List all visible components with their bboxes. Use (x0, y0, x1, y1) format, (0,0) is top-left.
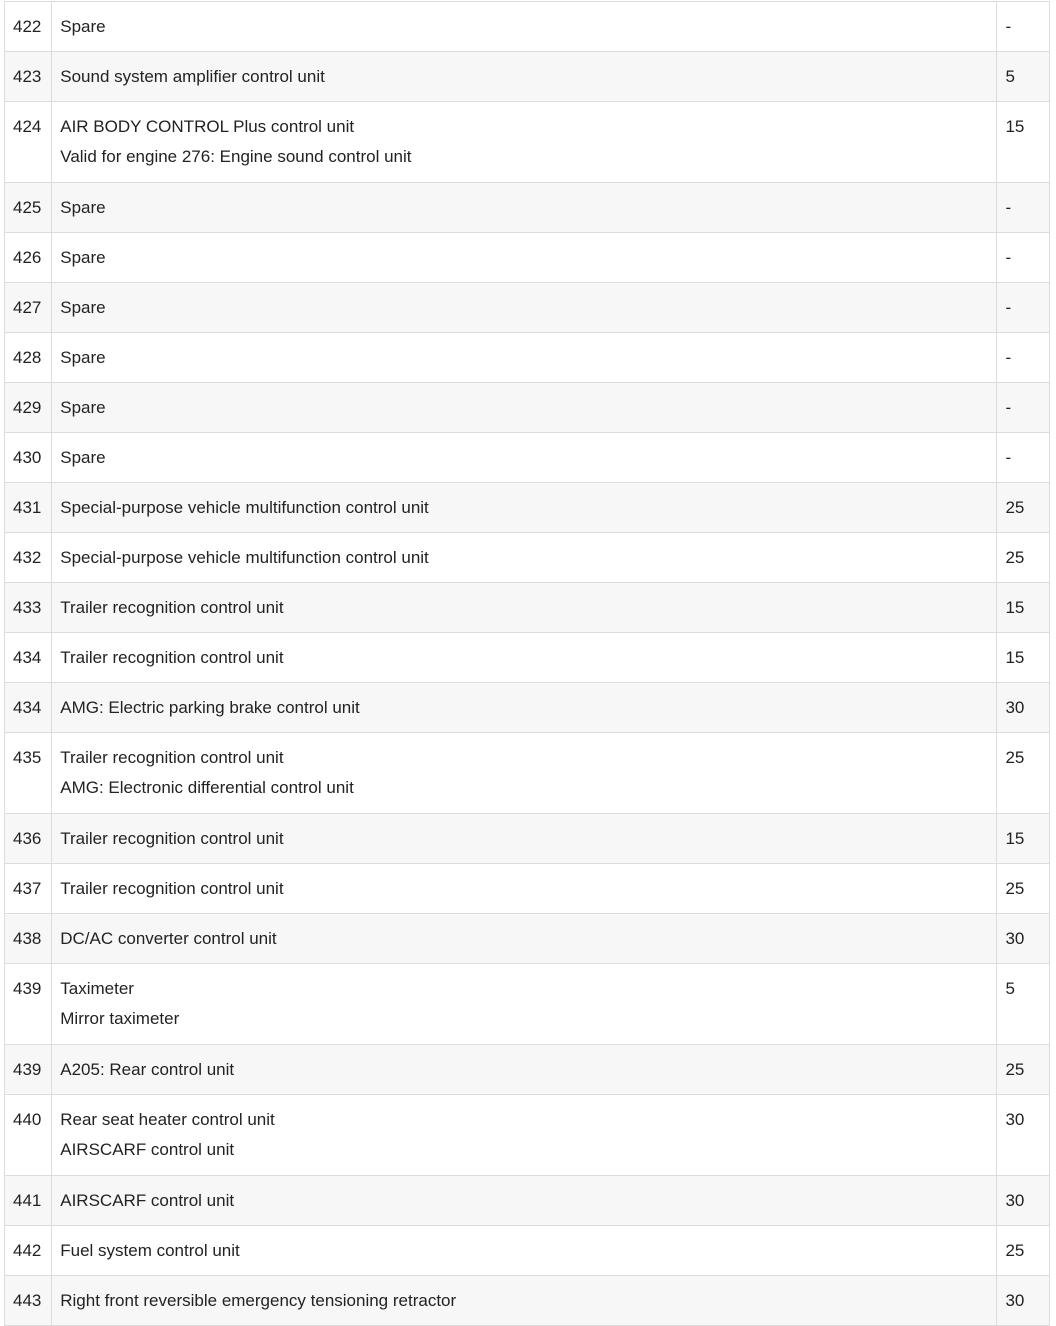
fuse-number-cell: 437 (5, 864, 52, 914)
description-line: Trailer recognition control unit (60, 598, 284, 617)
fuse-description-cell (52, 183, 997, 233)
description-line: Spare (60, 448, 106, 467)
fuse-number-cell: 438 (5, 914, 52, 964)
table-row (5, 1276, 1050, 1326)
fuse-description-cell (52, 683, 997, 733)
fuse-rating-cell: 25 (997, 483, 1050, 533)
fuse-rating-cell: - (997, 233, 1050, 283)
fuse-rating-cell: - (997, 383, 1050, 433)
table-row (5, 964, 1050, 1045)
description-line: Valid for engine 276: Engine sound control unit (60, 147, 412, 166)
fuse-number-cell: 426 (5, 233, 52, 283)
fuse-table-body (5, 2, 1050, 1326)
description-line: Mirror taximeter (60, 1009, 180, 1028)
description-line: Spare (60, 17, 106, 36)
description-line: AMG: Electric parking brake control unit (60, 698, 360, 717)
fuse-description-cell (52, 283, 997, 333)
table-row (5, 1045, 1050, 1095)
fuse-number-cell: 425 (5, 183, 52, 233)
table-row (5, 283, 1050, 333)
fuse-description-cell (52, 814, 997, 864)
fuse-number-cell: 436 (5, 814, 52, 864)
fuse-rating-cell: 15 (997, 814, 1050, 864)
description-line: AIR BODY CONTROL Plus control unit (60, 117, 355, 136)
description-line: Spare (60, 348, 106, 367)
fuse-number-cell: 442 (5, 1226, 52, 1276)
fuse-number-cell: 427 (5, 283, 52, 333)
fuse-number-cell: 435 (5, 733, 52, 814)
fuse-rating-cell: 30 (997, 1276, 1050, 1326)
fuse-rating-cell: - (997, 183, 1050, 233)
fuse-rating-cell: 5 (997, 964, 1050, 1045)
description-line: Taximeter (60, 979, 134, 998)
description-line: Sound system amplifier control unit (60, 67, 325, 86)
description-line: Spare (60, 398, 106, 417)
fuse-description-cell (52, 52, 997, 102)
fuse-number-cell: 439 (5, 1045, 52, 1095)
fuse-rating-cell: 30 (997, 1176, 1050, 1226)
description-line: AIRSCARF control unit (60, 1140, 235, 1159)
fuse-description-cell (52, 383, 997, 433)
fuse-number-cell: 443 (5, 1276, 52, 1326)
fuse-description-cell (52, 533, 997, 583)
table-row (5, 1176, 1050, 1226)
fuse-rating-cell: 15 (997, 583, 1050, 633)
fuse-rating-cell: 30 (997, 914, 1050, 964)
fuse-number-cell: 431 (5, 483, 52, 533)
table-row (5, 533, 1050, 583)
fuse-description-cell (52, 102, 997, 183)
fuse-rating-cell: - (997, 283, 1050, 333)
fuse-description-cell (52, 433, 997, 483)
fuse-number-cell: 432 (5, 533, 52, 583)
table-row (5, 814, 1050, 864)
fuse-number-cell: 429 (5, 383, 52, 433)
fuse-rating-cell: 25 (997, 1045, 1050, 1095)
description-line: Spare (60, 298, 106, 317)
description-line: AIRSCARF control unit (60, 1191, 235, 1210)
fuse-number-cell: 422 (5, 2, 52, 52)
description-line: Trailer recognition control unit (60, 648, 284, 667)
fuse-description-cell (52, 1045, 997, 1095)
fuse-number-cell: 440 (5, 1095, 52, 1176)
table-row (5, 864, 1050, 914)
fuse-number-cell: 434 (5, 633, 52, 683)
fuse-description-cell (52, 964, 997, 1045)
fuse-description-cell (52, 1226, 997, 1276)
fuse-number-cell: 434 (5, 683, 52, 733)
fuse-assignment-table (4, 1, 1050, 1326)
fuse-rating-cell: 25 (997, 1226, 1050, 1276)
fuse-description-cell (52, 1095, 997, 1176)
description-line: Rear seat heater control unit (60, 1110, 275, 1129)
table-row (5, 633, 1050, 683)
table-row (5, 233, 1050, 283)
table-row (5, 183, 1050, 233)
fuse-rating-cell: - (997, 2, 1050, 52)
fuse-number-cell: 424 (5, 102, 52, 183)
table-row (5, 383, 1050, 433)
table-row (5, 333, 1050, 383)
description-line: Special-purpose vehicle multifunction control unit (60, 548, 429, 567)
table-row (5, 52, 1050, 102)
table-row (5, 1226, 1050, 1276)
fuse-rating-cell: 25 (997, 864, 1050, 914)
description-line: Right front reversible emergency tensioning retractor (60, 1291, 457, 1310)
fuse-description-cell (52, 2, 997, 52)
fuse-description-cell (52, 733, 997, 814)
description-line: Spare (60, 248, 106, 267)
fuse-description-cell (52, 1276, 997, 1326)
fuse-number-cell: 433 (5, 583, 52, 633)
fuse-rating-cell: 25 (997, 733, 1050, 814)
description-line: Trailer recognition control unit (60, 748, 284, 767)
fuse-description-cell (52, 233, 997, 283)
fuse-rating-cell: 25 (997, 533, 1050, 583)
description-line: Fuel system control unit (60, 1241, 240, 1260)
table-row (5, 433, 1050, 483)
fuse-rating-cell: 15 (997, 633, 1050, 683)
description-line: AMG: Electronic differential control unit (60, 778, 354, 797)
fuse-rating-cell: 5 (997, 52, 1050, 102)
table-row (5, 102, 1050, 183)
fuse-rating-cell: 15 (997, 102, 1050, 183)
description-line: Trailer recognition control unit (60, 829, 284, 848)
table-row (5, 733, 1050, 814)
fuse-number-cell: 441 (5, 1176, 52, 1226)
fuse-rating-cell: 30 (997, 683, 1050, 733)
fuse-number-cell: 439 (5, 964, 52, 1045)
fuse-rating-cell: - (997, 433, 1050, 483)
table-row (5, 1095, 1050, 1176)
fuse-number-cell: 423 (5, 52, 52, 102)
description-line: DC/AC converter control unit (60, 929, 277, 948)
description-line: A205: Rear control unit (60, 1060, 235, 1079)
fuse-description-cell (52, 914, 997, 964)
table-row (5, 914, 1050, 964)
fuse-number-cell: 430 (5, 433, 52, 483)
table-row (5, 683, 1050, 733)
fuse-description-cell (52, 864, 997, 914)
fuse-rating-cell: - (997, 333, 1050, 383)
fuse-rating-cell: 30 (997, 1095, 1050, 1176)
fuse-description-cell (52, 633, 997, 683)
table-row (5, 2, 1050, 52)
description-line: Spare (60, 198, 106, 217)
fuse-description-cell (52, 333, 997, 383)
description-line: Trailer recognition control unit (60, 879, 284, 898)
fuse-description-cell (52, 1176, 997, 1226)
description-line: Special-purpose vehicle multifunction control unit (60, 498, 429, 517)
fuse-number-cell: 428 (5, 333, 52, 383)
table-row (5, 583, 1050, 633)
table-row (5, 483, 1050, 533)
fuse-description-cell (52, 483, 997, 533)
fuse-description-cell (52, 583, 997, 633)
